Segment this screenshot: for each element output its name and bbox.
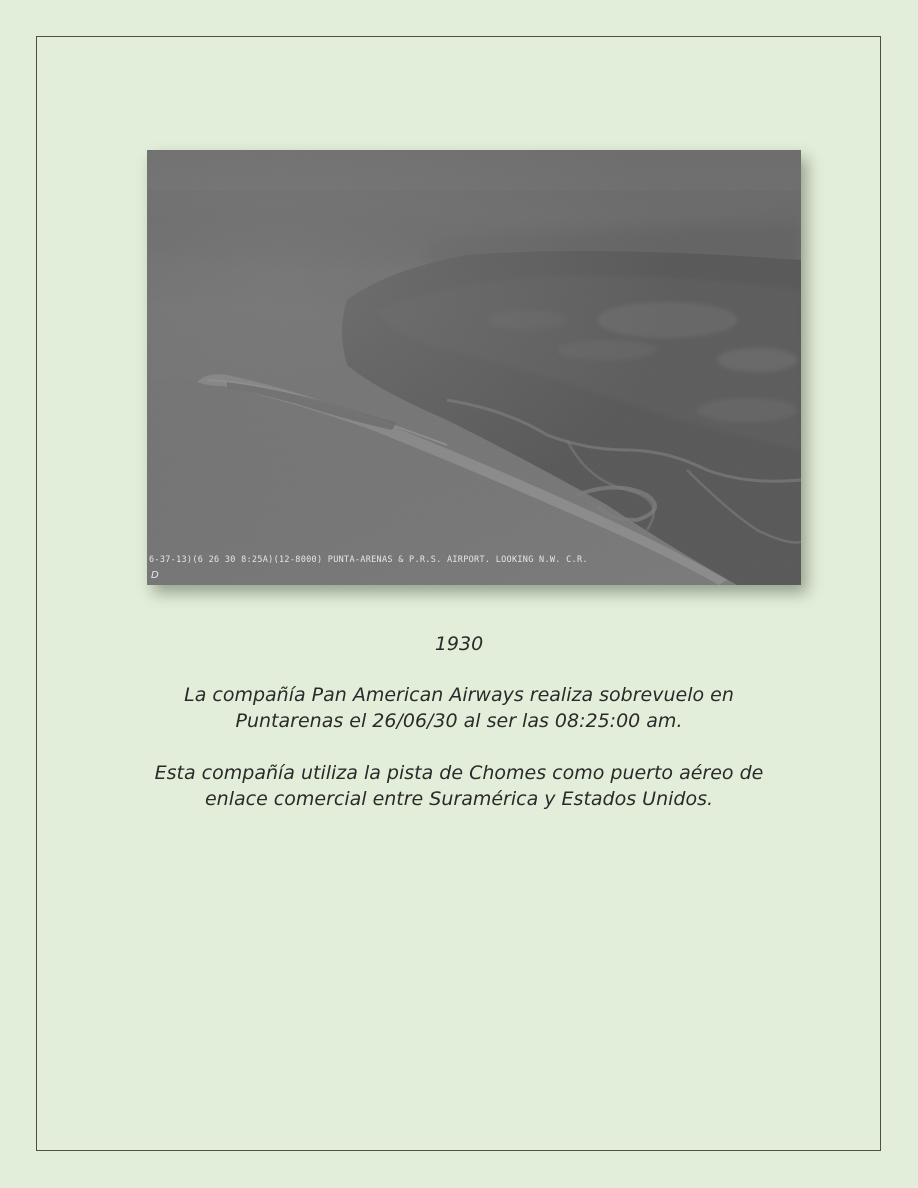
- caption-paragraph-1: [80, 682, 838, 734]
- caption-paragraph-2-line-1: Esta compañía utiliza la pista de Chomes como puerto aéreo de: [154, 762, 764, 784]
- svg-text:D: D: [151, 570, 159, 581]
- photo-overlay-text: 6-37-13)(6 26 30 8:25A)(12-8000) PUNTA-ARENAS & P.R.S. AIRPORT. LOOKING N.W. C.R.: [149, 555, 588, 565]
- aerial-photo: [147, 150, 801, 585]
- caption-paragraph-2: [80, 760, 838, 812]
- caption-paragraph-1-line-2: Puntarenas el 26/06/30 al ser las 08:25:00 am.: [235, 710, 683, 732]
- caption-paragraph-2-line-2: enlace comercial entre Suramérica y Estados Unidos.: [204, 788, 714, 810]
- caption-year: 1930: [434, 633, 484, 655]
- aerial-photo-svg: [147, 150, 801, 585]
- caption-paragraph-1-line-1: La compañía Pan American Airways realiza sobrevuelo en: [184, 684, 734, 706]
